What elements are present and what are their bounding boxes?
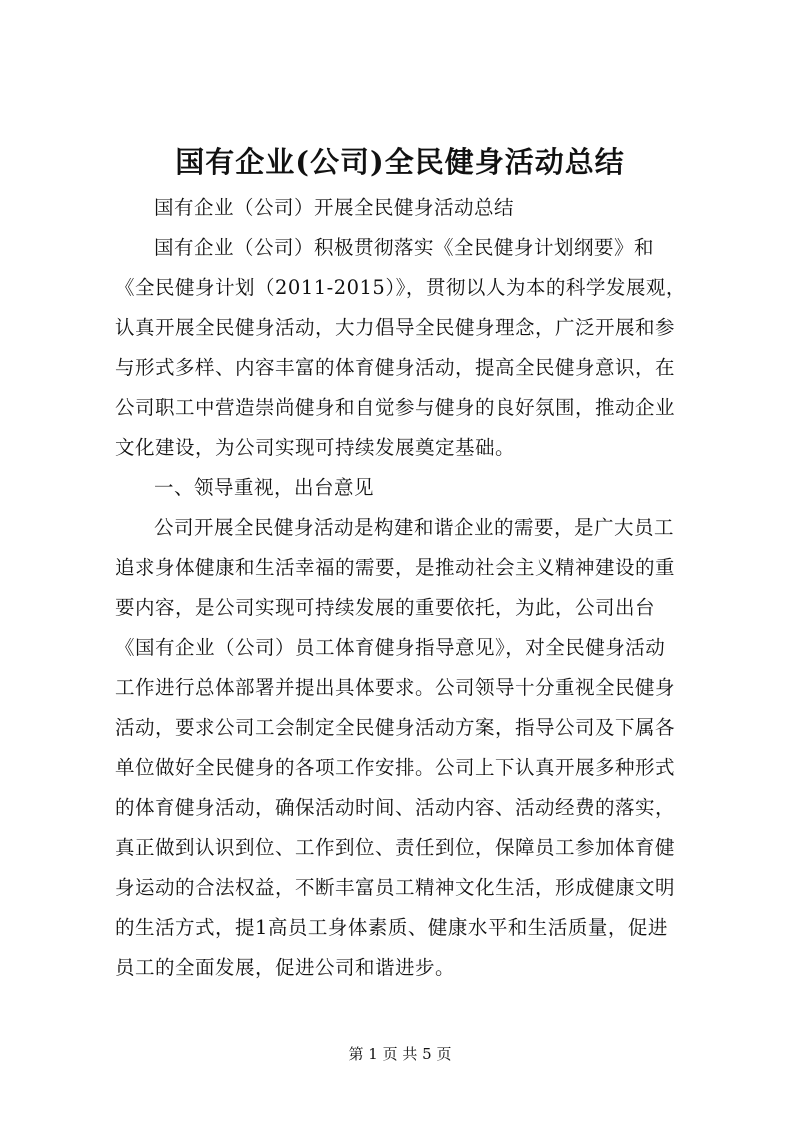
body-line: 与形式多样、内容丰富的体育健身活动，提高全民健身意识，在	[115, 356, 676, 379]
body-line: 员工的全面发展，促进公司和谐进步。	[115, 956, 456, 979]
body-line: 活动，要求公司工会制定全民健身活动方案，指导公司及下属各	[115, 716, 676, 739]
body-line: 身运动的合法权益，不断丰富员工精神文化生活，形成健康文明	[115, 876, 676, 899]
section-heading: 一、领导重视，出台意见	[154, 476, 375, 499]
document-title: 国有企业(公司)全民健身活动总结	[175, 145, 625, 179]
page-footer: 第 1 页 共 5 页	[348, 1045, 452, 1063]
body-line: 工作进行总体部署并提出具体要求。公司领导十分重视全民健身	[115, 676, 676, 699]
body-line: 认真开展全民健身活动，大力倡导全民健身理念，广泛开展和参	[115, 316, 676, 339]
body-line: 公司开展全民健身活动是构建和谐企业的需要，是广大员工	[154, 516, 675, 539]
body-line: 要内容，是公司实现可持续发展的重要依托，为此，公司出台	[115, 596, 656, 619]
body-line: 单位做好全民健身的各项工作安排。公司上下认真开展多种形式	[115, 756, 676, 779]
body-line: 的体育健身活动，确保活动时间、活动内容、活动经费的落实，	[115, 796, 676, 819]
body-line: 国有企业（公司）积极贯彻落实《全民健身计划纲要》和	[154, 236, 655, 259]
body-line: 追求身体健康和生活幸福的需要，是推动社会主义精神建设的重	[115, 556, 676, 579]
body-line: 的生活方式，提1高员工身体素质、健康水平和生活质量，促进	[115, 916, 668, 939]
body-line: 文化建设，为公司实现可持续发展奠定基础。	[115, 436, 516, 459]
body-line: 真正做到认识到位、工作到位、责任到位，保障员工参加体育健	[115, 836, 676, 859]
body-line: 国有企业（公司）开展全民健身活动总结	[154, 196, 515, 219]
document-body	[115, 188, 695, 988]
body-line: 公司职工中营造崇尚健身和自觉参与健身的良好氛围，推动企业	[115, 396, 676, 419]
body-line: 《国有企业（公司）员工体育健身指导意见》，对全民健身活动	[115, 636, 666, 659]
body-line: 《全民健身计划（2011-2015）》，贯彻以人为本的科学发展观，	[115, 276, 686, 299]
